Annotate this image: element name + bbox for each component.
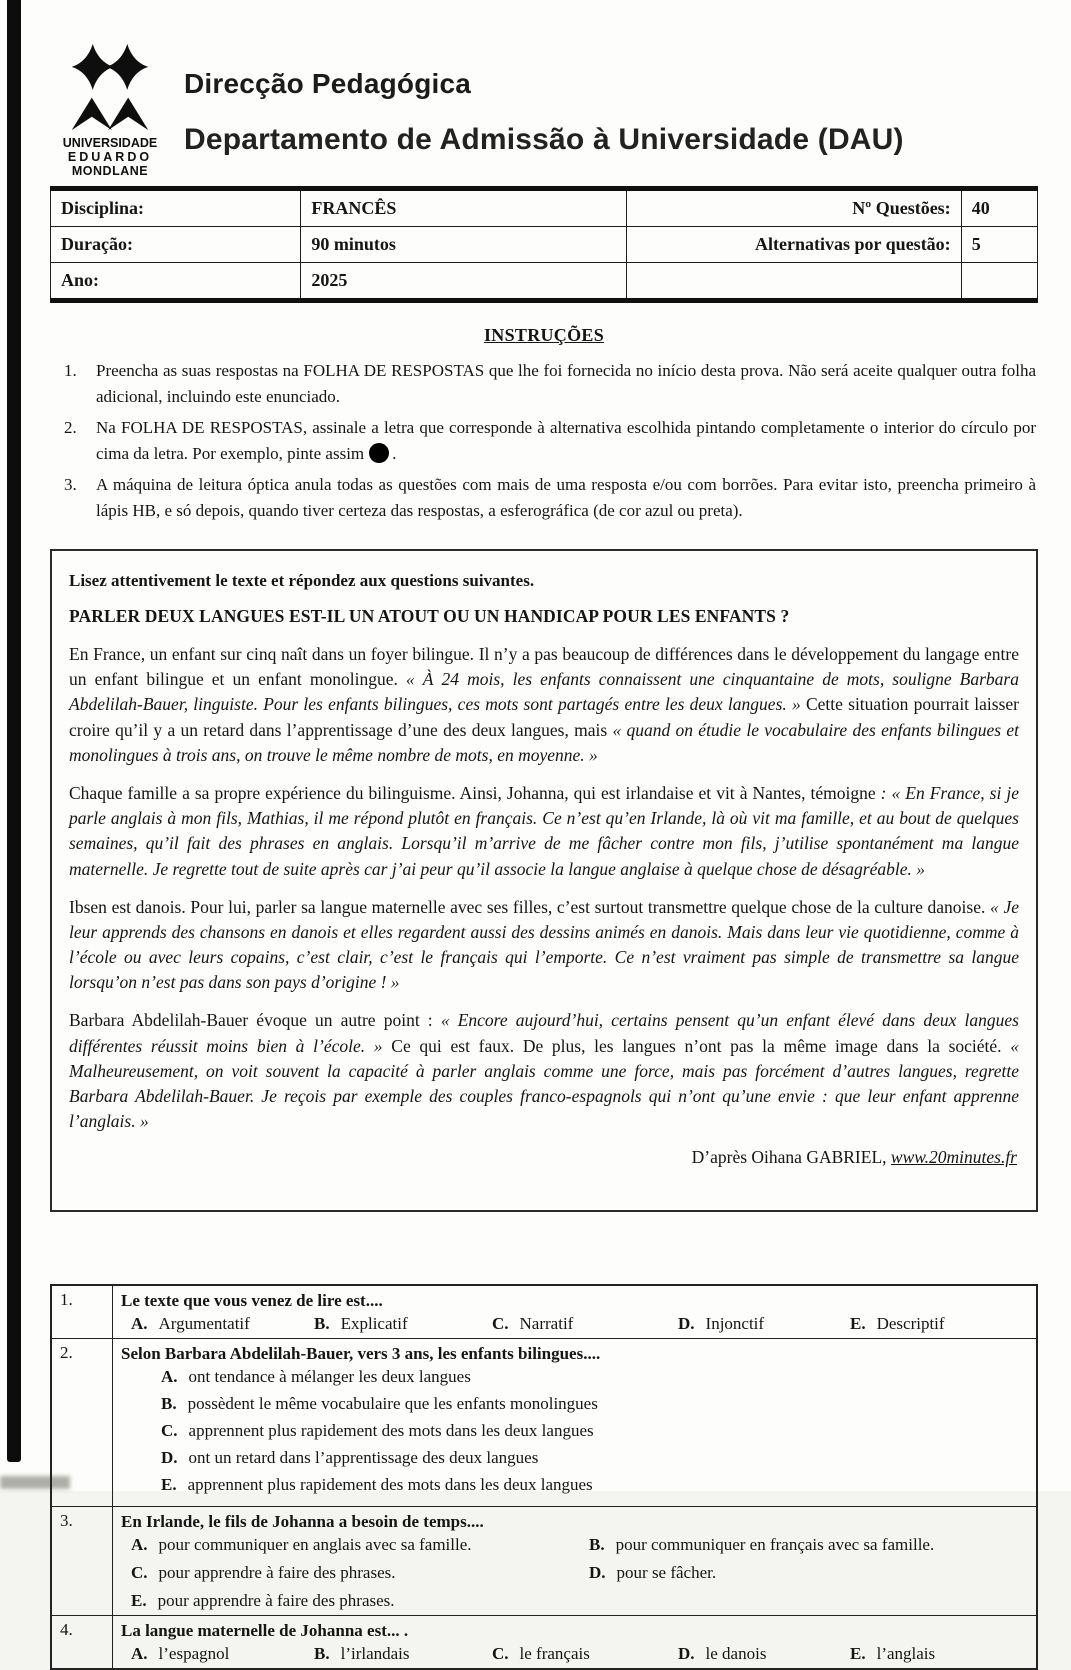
option-text: pour apprendre à faire des phrases. bbox=[158, 1591, 395, 1610]
option-text: possèdent le même vocabulaire que les enfants monolingues bbox=[188, 1394, 598, 1413]
table-row bbox=[51, 263, 1038, 301]
info-label: Ano: bbox=[51, 263, 301, 301]
option-letter: D. bbox=[161, 1448, 178, 1467]
answer-option bbox=[161, 1475, 1028, 1495]
exam-info-table bbox=[50, 186, 1038, 303]
option-text: Descriptif bbox=[877, 1314, 945, 1333]
option-letter: B. bbox=[314, 1314, 330, 1333]
option-text: le danois bbox=[706, 1644, 767, 1663]
logo-caption bbox=[50, 136, 170, 178]
header-titles bbox=[184, 40, 904, 157]
instruction-number: 2. bbox=[64, 415, 96, 466]
option-text: l’espagnol bbox=[159, 1644, 230, 1663]
body-text: Barbara Abdelilah-Bauer évoque un autre point : bbox=[69, 1010, 441, 1030]
passage-title: PARLER DEUX LANGUES EST-IL UN ATOUT OU UN HANDICAP POUR LES ENFANTS ? bbox=[69, 606, 1019, 627]
option-letter: C. bbox=[131, 1563, 148, 1582]
info-label: Disciplina: bbox=[51, 189, 301, 227]
option-letter: A. bbox=[131, 1644, 148, 1663]
question-stem: Selon Barbara Abdelilah-Bauer, vers 3 ans, les enfants bilingues.... bbox=[121, 1344, 1028, 1364]
table-row bbox=[51, 227, 1038, 263]
filled-circle-example-icon bbox=[369, 443, 389, 463]
questions-table bbox=[50, 1284, 1038, 1670]
option-text: Argumentatif bbox=[159, 1314, 250, 1333]
instruction-text: Na FOLHA DE RESPOSTAS, assinale a letra que corresponde à alternativa escolhida pintando completamente o interior do círculo por cima da letra. Por exemplo, pinte assim . bbox=[96, 415, 1038, 466]
quoted-text: « quand on étudie le vocabulaire des enfants bilingues et monolingues à trois ans, on trouve le même nombre de mots, en moyenne. » bbox=[69, 720, 1019, 765]
options-group bbox=[131, 1314, 1028, 1334]
body-text: En France, un enfant sur cinq naît dans un foyer bilingue. Il n’y a pas beaucoup de différences dans le développement du langage entre un enfant bilingue et un enfant monolingue. bbox=[69, 644, 1019, 689]
option-letter: B. bbox=[314, 1644, 330, 1663]
option-text: pour communiquer en anglais avec sa famille. bbox=[159, 1535, 472, 1554]
options-group bbox=[131, 1535, 1028, 1611]
question-stem: Le texte que vous venez de lire est.... bbox=[121, 1291, 1028, 1311]
answer-option bbox=[492, 1644, 678, 1664]
answer-option bbox=[131, 1563, 589, 1583]
question-number: 2. bbox=[51, 1339, 113, 1507]
uem-logo-icon bbox=[62, 42, 158, 134]
instruction-item bbox=[64, 358, 1038, 409]
instruction-number: 1. bbox=[64, 358, 96, 409]
instruction-text: Preencha as suas respostas na FOLHA DE RESPOSTAS que lhe foi fornecida no início desta prova. Não será aceite qualquer outra folha adicional, incluindo este enunciado. bbox=[96, 358, 1038, 409]
option-text: Narratif bbox=[520, 1314, 574, 1333]
body-text: Cette situation pourrait laisser croire qu’il y a un retard dans l’apprentissage d’une des deux langues, mais bbox=[69, 694, 1019, 739]
instructions-title: INSTRUÇÕES bbox=[50, 325, 1038, 346]
answer-option bbox=[131, 1535, 589, 1555]
answer-option bbox=[314, 1314, 492, 1334]
reading-passage-box bbox=[50, 549, 1038, 1212]
question-body bbox=[113, 1285, 1038, 1339]
option-letter: E. bbox=[850, 1314, 866, 1333]
passage-instruction: Lisez attentivement le texte et répondez aux questions suivantes. bbox=[69, 571, 1019, 591]
option-letter: A. bbox=[131, 1535, 148, 1554]
university-logo-block bbox=[50, 40, 170, 178]
passage-paragraph bbox=[69, 1008, 1019, 1134]
options-group bbox=[121, 1367, 1028, 1495]
body-text: Ibsen est danois. Pour lui, parler sa langue maternelle avec ses filles, c’est surtout transmettre quelque chose de la culture danoise. bbox=[69, 897, 990, 917]
attribution bbox=[69, 1147, 1017, 1168]
quoted-text: « À 24 mois, les enfants connaissent une cinquantaine de mots, souligne Barbara Abdelilah-Bauer, linguiste. Pour les enfants bilingues, ces mots sont partagés entre les deux langues. » bbox=[69, 669, 1019, 714]
question-body bbox=[113, 1507, 1038, 1616]
attribution-prefix: D’après Oihana GABRIEL, bbox=[692, 1147, 891, 1167]
answer-option bbox=[161, 1448, 1028, 1468]
answer-option bbox=[850, 1314, 1028, 1334]
option-text: l’anglais bbox=[877, 1644, 936, 1663]
question-number: 4. bbox=[51, 1616, 113, 1670]
body-text: Chaque famille a sa propre expérience du bilinguisme. Ainsi, Johanna, qui est irlandaise et vit à Nantes, témoigne bbox=[69, 783, 881, 803]
option-text: ont tendance à mélanger les deux langues bbox=[189, 1367, 471, 1386]
instruction-text: A máquina de leitura óptica anula todas as questões com mais de uma resposta e/ou com borrões. Para evitar isto, preencha primeiro à lápis HB, e só depois, quando tiver certeza das respostas, a esferográfica (de cor azul ou preta). bbox=[96, 472, 1038, 523]
body-text: Ce qui est faux. De plus, les langues n’ont pas la même image dans la société. bbox=[383, 1036, 1011, 1056]
info-value: 2025 bbox=[301, 263, 626, 301]
office-title: Departamento de Admissão à Universidade (DAU) bbox=[184, 123, 904, 157]
passage-paragraph bbox=[69, 895, 1019, 996]
question-number: 3. bbox=[51, 1507, 113, 1616]
department-title: Direcção Pedagógica bbox=[184, 68, 904, 100]
question-stem: En Irlande, le fils de Johanna a besoin de temps.... bbox=[121, 1512, 1028, 1532]
logo-caption-line: MONDLANE bbox=[50, 164, 170, 178]
answer-option bbox=[131, 1314, 314, 1334]
option-text: apprennent plus rapidement des mots dans les deux langues bbox=[188, 1475, 593, 1494]
option-text: pour communiquer en français avec sa famille. bbox=[616, 1535, 935, 1554]
attribution-source-link: www.20minutes.fr bbox=[891, 1147, 1017, 1167]
answer-option bbox=[161, 1394, 1028, 1414]
option-text: ont un retard dans l’apprentissage des deux langues bbox=[189, 1448, 539, 1467]
option-letter: B. bbox=[161, 1394, 177, 1413]
option-letter: C. bbox=[492, 1644, 509, 1663]
option-letter: C. bbox=[161, 1421, 178, 1440]
logo-caption-line: EDUARDO bbox=[50, 150, 170, 164]
passage-paragraph bbox=[69, 781, 1019, 882]
question-row bbox=[51, 1285, 1037, 1339]
question-body bbox=[113, 1616, 1038, 1670]
option-text: Explicatif bbox=[341, 1314, 408, 1333]
question-row bbox=[51, 1507, 1037, 1616]
quoted-text: « Malheureusement, on voit souvent la capacité à parler anglais comme une force, mais pas forcément d’autres langues, regrette Barbara Abdelilah-Bauer. Je reçois par exemple des couples franco-espagnols qui n’ont qu’une envie : que leur enfant apprenne l’anglais. » bbox=[69, 1036, 1019, 1132]
question-stem: La langue maternelle de Johanna est... . bbox=[121, 1621, 1028, 1641]
answer-option bbox=[161, 1367, 1028, 1387]
option-text: apprennent plus rapidement des mots dans les deux langues bbox=[189, 1421, 594, 1440]
info-value: 40 bbox=[961, 189, 1037, 227]
answer-option bbox=[131, 1591, 589, 1611]
instructions-list bbox=[50, 358, 1038, 523]
option-text: pour se fâcher. bbox=[617, 1563, 717, 1582]
answer-option bbox=[589, 1563, 1028, 1583]
instruction-item bbox=[64, 472, 1038, 523]
option-letter: D. bbox=[589, 1563, 606, 1582]
answer-option bbox=[589, 1535, 1028, 1555]
instruction-number: 3. bbox=[64, 472, 96, 523]
question-number: 1. bbox=[51, 1285, 113, 1339]
passage-paragraph bbox=[69, 642, 1019, 768]
question-body bbox=[113, 1339, 1038, 1507]
answer-option bbox=[314, 1644, 492, 1664]
option-letter: A. bbox=[131, 1314, 148, 1333]
option-letter: E. bbox=[850, 1644, 866, 1663]
info-value: 5 bbox=[961, 227, 1037, 263]
question-row bbox=[51, 1339, 1037, 1507]
passage-paragraphs bbox=[69, 642, 1019, 1134]
question-row bbox=[51, 1616, 1037, 1670]
option-letter: C. bbox=[492, 1314, 509, 1333]
option-letter: D. bbox=[678, 1644, 695, 1663]
info-label bbox=[626, 263, 961, 301]
quoted-text: : « En France, si je parle anglais à mon fils, Mathias, il me répond plutôt en français. Ce n’est qu’en Irlande, là où vit ma famille, et au bout de quelques semaines, qu’il fait des phrases en anglais. Lorsqu’il m’arrive de me fâcher contre mon fils, j’utilise spontanément ma langue maternelle. Je regrette tout de suite après car j’ai peur qu’il associe la langue anglaise à quelque chose de désagréable. » bbox=[69, 783, 1019, 879]
quoted-text: « Encore aujourd’hui, certains pensent qu’un enfant élevé dans deux langues différentes réussit moins bien à l’école. » bbox=[69, 1010, 1019, 1055]
option-letter: D. bbox=[678, 1314, 695, 1333]
option-text: pour apprendre à faire des phrases. bbox=[159, 1563, 396, 1582]
info-label: Alternativas por questão: bbox=[626, 227, 961, 263]
option-text: le français bbox=[520, 1644, 590, 1663]
info-label: Nº Questões: bbox=[626, 189, 961, 227]
option-letter: B. bbox=[589, 1535, 605, 1554]
logo-caption-line: UNIVERSIDADE bbox=[50, 136, 170, 150]
instructions-section bbox=[50, 325, 1038, 523]
answer-option bbox=[678, 1314, 850, 1334]
info-value: 90 minutos bbox=[301, 227, 626, 263]
table-row bbox=[51, 189, 1038, 227]
header bbox=[50, 40, 1038, 178]
answer-option bbox=[678, 1644, 850, 1664]
answer-option bbox=[850, 1644, 1028, 1664]
option-letter: A. bbox=[161, 1367, 178, 1386]
option-text: l’irlandais bbox=[341, 1644, 410, 1663]
option-letter: E. bbox=[161, 1475, 177, 1494]
option-letter: E. bbox=[131, 1591, 147, 1610]
instruction-item bbox=[64, 415, 1038, 466]
quoted-text: « Je leur apprends des chansons en danois et elles regardent aussi des dessins animés en danois. Mais dans leur vie quotidienne, comme à l’école ou avec leurs copains, c’est clair, c’est le français qui l’emporte. Ce n’est vraiment pas simple de transmettre sa langue lorsqu’on n’est pas dans son pays d’origine ! » bbox=[69, 897, 1019, 993]
info-label: Duração: bbox=[51, 227, 301, 263]
answer-option bbox=[492, 1314, 678, 1334]
answer-option bbox=[131, 1644, 314, 1664]
options-group bbox=[131, 1644, 1028, 1664]
option-text: Injonctif bbox=[706, 1314, 765, 1333]
info-value: FRANCÊS bbox=[301, 189, 626, 227]
answer-option bbox=[161, 1421, 1028, 1441]
info-value bbox=[961, 263, 1037, 301]
